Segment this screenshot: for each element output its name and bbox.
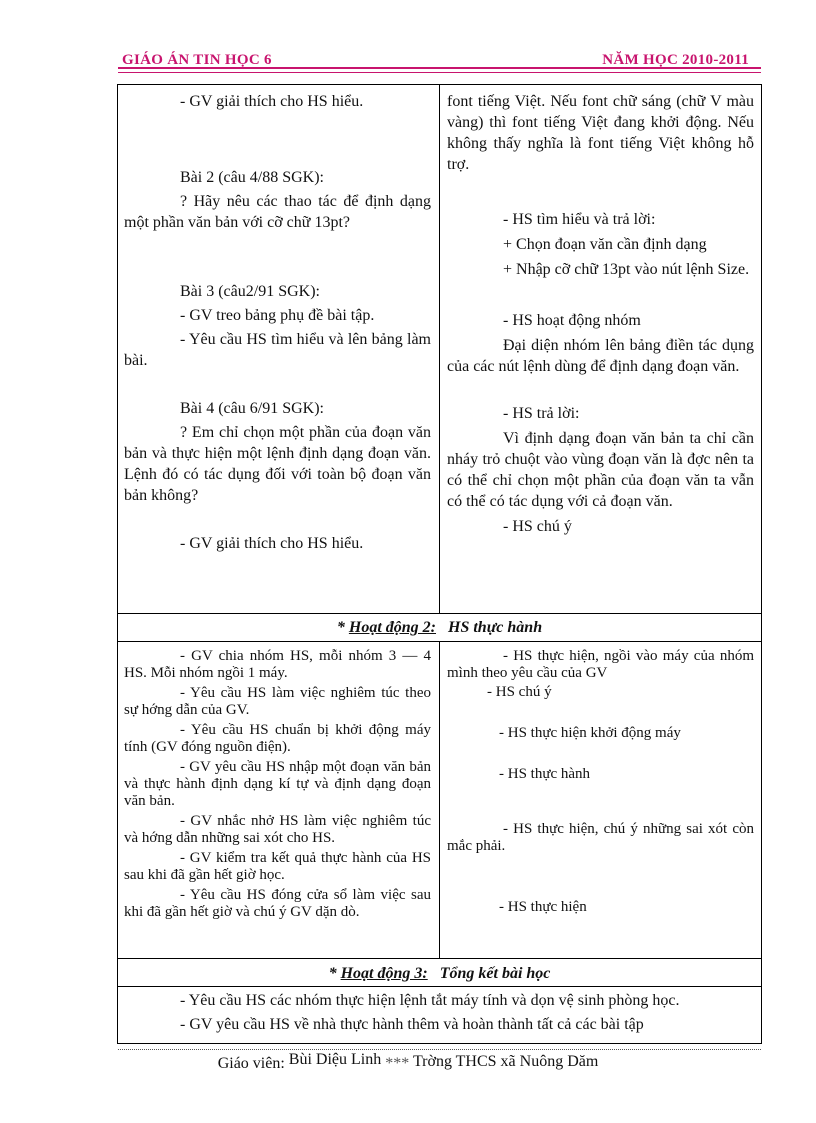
text-line: Bài 4 (câu 6/91 SGK): — [180, 400, 324, 417]
text-line: - HS thực hiện — [499, 899, 587, 915]
school-name: Trờng THCS xã Nuông Dăm — [412, 1053, 599, 1070]
text-line: + Chọn đoạn văn cần định dạng — [503, 236, 707, 253]
text-line: - GV giải thích cho HS hiểu. — [180, 93, 364, 110]
section2-student-column — [447, 648, 754, 916]
column-divider — [439, 641, 440, 958]
section2-teacher-column — [124, 648, 431, 921]
section1-student-column — [447, 91, 754, 537]
activity-3-subtitle: Tổng kết bài học — [439, 965, 551, 982]
text-line: Đại diện nhóm lên bảng điền tác dụng của các nút lệnh dùng để định dạng đoạn văn. — [447, 337, 754, 375]
text-line: - Yêu cầu HS tìm hiểu và lên bảng làm bài. — [124, 331, 431, 369]
text-line: - GV yêu cầu HS về nhà thực hành thêm và hoàn thành tất cả các bài tập — [180, 1016, 644, 1033]
text-line: ? Em chỉ chọn một phần của đoạn văn bản và thực hiện một lệnh định dạng đoạn văn. Lệnh đó có tác dụng đối với toàn bộ đoạn văn bản không? — [124, 424, 431, 504]
column-divider — [439, 85, 440, 613]
activity-3-title: Hoạt động 3: — [340, 965, 428, 982]
header-rule-thin — [118, 72, 761, 73]
heading-prefix: * — [336, 619, 349, 636]
text-line: - GV yêu cầu HS nhập một đoạn văn bản và thực hành định dạng kí tự và định dạng đoạn văn bản. — [124, 759, 431, 809]
text-line: - HS chú ý — [487, 684, 552, 700]
text-line: - HS chú ý — [503, 518, 572, 535]
section1-teacher-column — [124, 91, 431, 554]
row-divider — [118, 641, 761, 642]
text-line: Vì định dạng đoạn văn bản ta chỉ cần nháy trỏ chuột vào vùng đoạn văn là đợc nên ta có thể chỉ chọn một phần của đoạn văn ta vẫn có thể có tác dụng với cả đoạn văn. — [447, 430, 754, 510]
activity-2-title: Hoạt động 2: — [348, 619, 437, 636]
text-line: - HS trả lời: — [503, 405, 580, 422]
header-school-year: NĂM HỌC 2010-2011 — [602, 52, 749, 68]
header-subject: GIÁO ÁN TIN HỌC 6 — [122, 52, 272, 68]
text-line: - HS thực hiện, ngồi vào máy của nhóm mình theo yêu cầu của GV — [447, 648, 754, 681]
text-line: Bài 3 (câu2/91 SGK): — [180, 283, 320, 300]
heading-prefix: * — [328, 965, 341, 982]
footer-rule — [118, 1049, 761, 1050]
text-line: - GV giải thích cho HS hiểu. — [180, 535, 364, 552]
text-line: Bài 2 (câu 4/88 SGK): — [180, 169, 324, 186]
text-line: - HS thực hiện khởi động máy — [499, 725, 681, 741]
lesson-table — [117, 84, 762, 1044]
text-line: - HS hoạt động nhóm — [503, 312, 641, 329]
footer-label: Giáo viên: — [217, 1055, 285, 1072]
text-line: - HS thực hành — [499, 766, 591, 782]
page-footer — [0, 1053, 816, 1075]
row-divider — [118, 958, 761, 959]
text-line: ? Hãy nêu các thao tác để định dạng một phần văn bản với cỡ chữ 13pt? — [124, 193, 431, 231]
text-line: font tiếng Việt. Nếu font chữ sáng (chữ V màu vàng) thì font tiếng Việt đang khởi động. Nếu không thấy nghĩa là font tiếng Việt không hỗ trợ. — [447, 93, 754, 173]
text-line: - HS tìm hiểu và trả lời: — [503, 211, 656, 228]
activity-2-subtitle: HS thực hành — [448, 619, 543, 636]
text-line: - GV kiểm tra kết quả thực hành của HS sau khi đã gần hết giờ học. — [124, 850, 431, 883]
text-line: - GV nhắc nhở HS làm việc nghiêm túc và hớng dẫn những sai xót cho HS. — [124, 813, 431, 846]
header-rule — [118, 67, 761, 69]
activity-2-heading — [118, 615, 761, 641]
row-divider — [118, 613, 761, 614]
footer-separator: *** — [385, 1055, 410, 1072]
text-line: - Yêu cầu HS đóng cửa sổ làm việc sau khi đã gần hết giờ và chú ý GV dặn dò. — [124, 887, 431, 920]
text-line: - Yêu cầu HS làm việc nghiêm túc theo sự hớng dẫn của GV. — [124, 685, 431, 718]
row-divider — [118, 986, 761, 987]
text-line: - HS thực hiện, chú ý những sai xót còn mắc phải. — [447, 821, 754, 854]
teacher-name: Bùi Diệu Linh — [288, 1051, 382, 1068]
activity-3-heading — [118, 961, 761, 987]
text-line: - GV chia nhóm HS, mỗi nhóm 3 — 4 HS. Mỗi nhóm ngồi 1 máy. — [124, 648, 431, 681]
text-line: - GV treo bảng phụ đề bài tập. — [180, 307, 375, 324]
text-line: - Yêu cầu HS chuẩn bị khởi động máy tính (GV đóng nguồn điện). — [124, 722, 431, 755]
text-line: - Yêu cầu HS các nhóm thực hiện lệnh tắt máy tính và dọn vệ sinh phòng học. — [180, 992, 680, 1009]
text-line: + Nhập cỡ chữ 13pt vào nút lệnh Size. — [503, 261, 750, 278]
section3-summary — [124, 990, 754, 1035]
